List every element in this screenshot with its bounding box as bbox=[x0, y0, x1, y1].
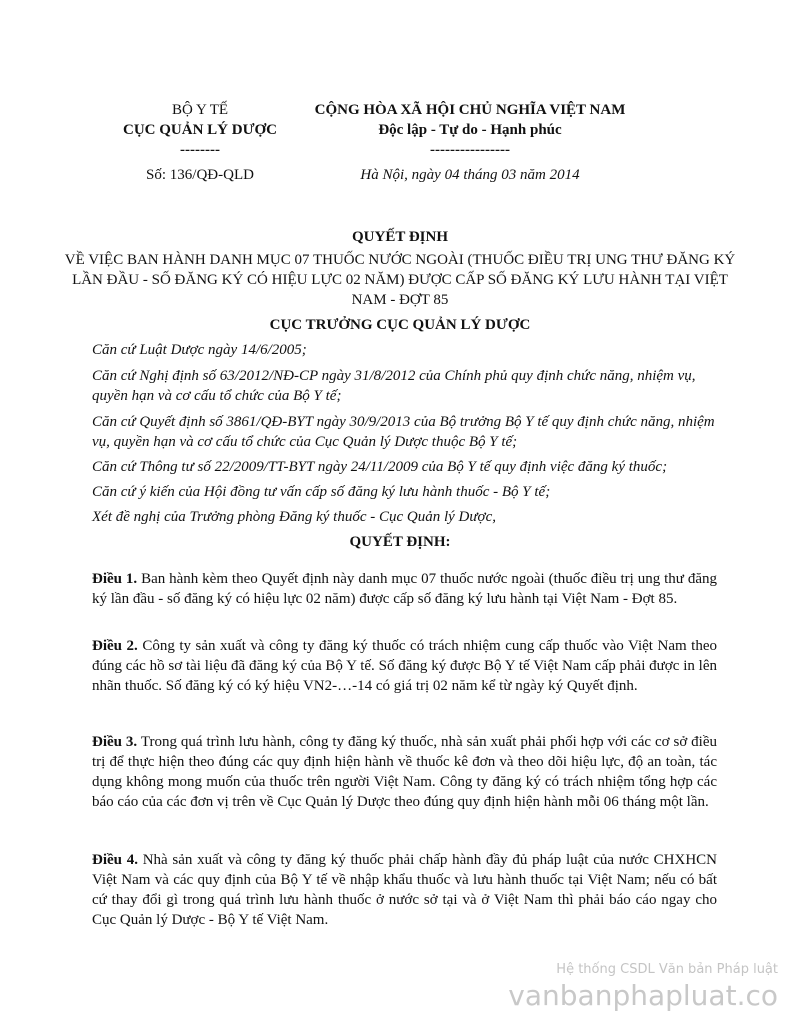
article-text: Trong quá trình lưu hành, công ty đăng ký thuốc, nhà sản xuất phải phối hợp với các cơ sở điều trị để thực hiện theo đúng các quy định hiện hành về thuốc kê đơn và theo dõi hiệu lực, độ an toàn, tác dụng không mong muốn của thuốc trên người Việt Nam. Công ty đăng ký có trách nhiệm tổng hợp các báo cáo của các đơn vị trên về Cục Quản lý Dược theo đúng quy định hiện hành mỗi 06 tháng một lần. bbox=[92, 734, 718, 810]
document-number: Số: 136/QĐ-QLD bbox=[146, 167, 254, 183]
legal-basis-item: Căn cứ Nghị định số 63/2012/NĐ-CP ngày 31/8/2012 của Chính phủ quy định chức năng, nhiệm vụ, quyền hạn và cơ cấu tổ chức của Bộ Y tế; bbox=[92, 368, 696, 404]
legal-basis-item: Căn cứ ý kiến của Hội đồng tư vấn cấp số đăng ký lưu hành thuốc - Bộ Y tế; bbox=[92, 484, 551, 500]
article-1 bbox=[92, 569, 717, 609]
document-subject: VỀ VIỆC BAN HÀNH DANH MỤC 07 THUỐC NƯỚC NGOÀI (THUỐC ĐIỀU TRỊ UNG THƯ ĐĂNG KÝ LẦN ĐẦU - SỐ ĐĂNG KÝ CÓ HIỆU LỰC 02 NĂM) ĐƯỢC CẤP SỐ ĐĂNG KÝ LƯU HÀNH TẠI VIỆT NAM - ĐỢT 85 bbox=[64, 252, 736, 308]
ministry-name: BỘ Y TẾ bbox=[171, 102, 229, 118]
watermark-caption: Hệ thống CSDL Văn bản Pháp luật bbox=[556, 962, 778, 977]
document-type: QUYẾT ĐỊNH bbox=[352, 229, 448, 245]
article-3 bbox=[92, 732, 717, 812]
article-4 bbox=[92, 850, 717, 930]
watermark-domain: vanbanphapluat.co bbox=[508, 979, 778, 1012]
country-name: CỘNG HÒA XÃ HỘI CHỦ NGHĨA VIỆT NAM bbox=[314, 102, 626, 118]
legal-basis-item: Xét đề nghị của Trưởng phòng Đăng ký thuốc - Cục Quản lý Dược, bbox=[92, 509, 496, 525]
motto-separator: ---------------- bbox=[430, 142, 510, 158]
issuing-authority: CỤC TRƯỞNG CỤC QUẢN LÝ DƯỢC bbox=[269, 317, 531, 333]
issue-date: Hà Nội, ngày 04 tháng 03 năm 2014 bbox=[360, 167, 580, 183]
article-label: Điều 4. bbox=[92, 852, 138, 868]
national-motto: Độc lập - Tự do - Hạnh phúc bbox=[378, 122, 562, 138]
issuer-separator: -------- bbox=[180, 142, 220, 158]
decision-heading: QUYẾT ĐỊNH: bbox=[349, 534, 451, 550]
title-block bbox=[60, 226, 740, 336]
article-text: Công ty sản xuất và công ty đăng ký thuốc có trách nhiệm cung cấp thuốc vào Việt Nam theo đúng các hồ sơ tài liệu đã đăng ký của Bộ Y tế. Số đăng ký được Bộ Y tế Việt Nam cấp phải được in lên nhãn thuốc. Số đăng ký có ký hiệu VN2-…-14 có giá trị 02 năm kể từ ngày ký Quyết định. bbox=[92, 638, 718, 694]
legal-basis-item: Căn cứ Thông tư số 22/2009/TT-BYT ngày 24/11/2009 của Bộ Y tế quy định việc đăng ký thuốc; bbox=[92, 459, 668, 475]
issuer-block bbox=[100, 100, 300, 185]
article-label: Điều 3. bbox=[92, 734, 138, 750]
national-header-block bbox=[290, 100, 650, 185]
article-text: Nhà sản xuất và công ty đăng ký thuốc phải chấp hành đầy đủ pháp luật của nước CHXHCN Việt Nam và các quy định của Bộ Y tế về nhập khẩu thuốc và lưu hành thuốc tại Việt Nam; nếu có bất cứ thay đổi gì trong quá trình lưu hành thuốc ở nước sở tại và ở Việt Nam thì phải báo cáo ngay cho Cục Quản lý Dược - Bộ Y tế Việt Nam. bbox=[92, 852, 718, 928]
article-label: Điều 1. bbox=[92, 571, 138, 587]
agency-name: CỤC QUẢN LÝ DƯỢC bbox=[122, 122, 278, 138]
article-label: Điều 2. bbox=[92, 638, 138, 654]
site-watermark bbox=[508, 962, 778, 1014]
legal-basis-item: Căn cứ Luật Dược ngày 14/6/2005; bbox=[92, 342, 307, 358]
article-text: Ban hành kèm theo Quyết định này danh mục 07 thuốc nước ngoài (thuốc điều trị ung thư đăng ký lần đầu - số đăng ký có hiệu lực 02 năm) được cấp số đăng ký lưu hành tại Việt Nam - Đợt 85. bbox=[92, 571, 717, 607]
legal-basis-item: Căn cứ Quyết định số 3861/QĐ-BYT ngày 30/9/2013 của Bộ trưởng Bộ Y tế quy định chức năng, nhiệm vụ, quyền hạn và cơ cấu tổ chức của Cục Quản lý Dược thuộc Bộ Y tế; bbox=[92, 414, 715, 450]
article-2 bbox=[92, 636, 717, 696]
